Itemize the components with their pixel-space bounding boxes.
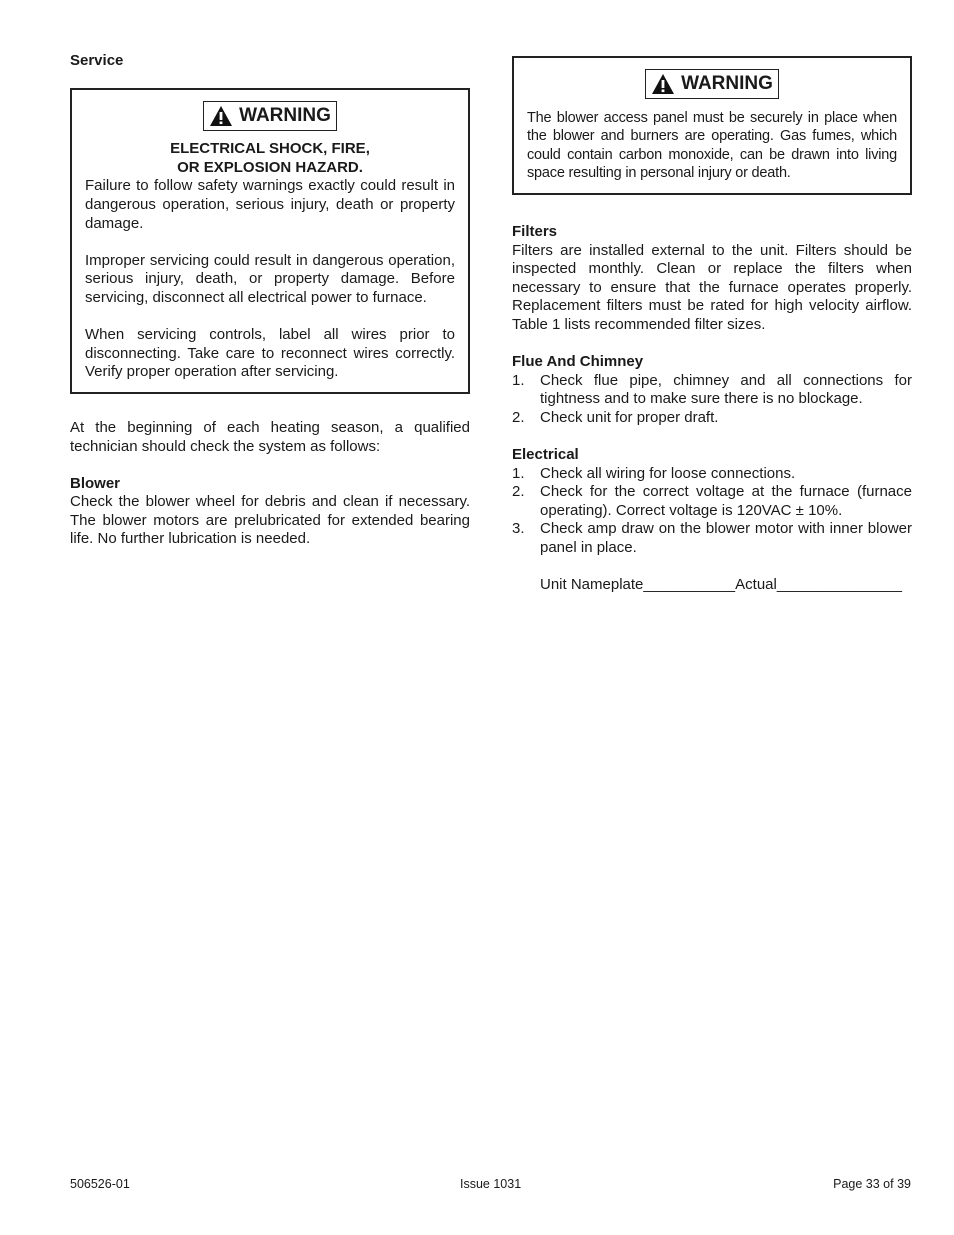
list-item-number: 2. bbox=[512, 483, 525, 501]
warning-paragraph-3: When servicing controls, label all wires prior to disconnecting. Take care to reconnect wires correctly. Verify proper operation after servicing. bbox=[85, 326, 455, 381]
warning-paragraph-2: Improper servicing could result in dangerous operation, serious injury, death, or property damage. Before servicing, disconnect all electrical power to furnace. bbox=[85, 251, 455, 306]
issue-number: Issue 1031 bbox=[460, 1177, 522, 1191]
list-item-text: Check for the correct voltage at the furnace (furnace operating). Correct voltage is 120VAC ± 10%. bbox=[540, 483, 912, 519]
warning-triangle-icon bbox=[209, 105, 233, 127]
hazard-title-line1: ELECTRICAL SHOCK, FIRE, bbox=[170, 140, 370, 158]
list-item bbox=[512, 483, 912, 520]
blower-heading: Blower bbox=[70, 474, 121, 492]
electrical-hazard-warning-box bbox=[70, 88, 470, 394]
warning-label: WARNING bbox=[239, 104, 331, 126]
section-title: Service bbox=[70, 52, 124, 69]
warning-label: WARNING bbox=[681, 73, 773, 94]
list-item bbox=[512, 520, 912, 557]
list-item bbox=[512, 409, 912, 428]
electrical-heading: Electrical bbox=[512, 446, 579, 464]
right-column bbox=[512, 52, 912, 595]
amp-draw-record-line: Unit Nameplate___________Actual_______________ bbox=[540, 576, 902, 594]
list-item bbox=[512, 465, 912, 484]
warning-triangle-icon bbox=[651, 73, 675, 95]
list-item-text: Check unit for proper draft. bbox=[540, 408, 719, 426]
blower-panel-warning-text: The blower access panel must be securely in place when the blower and burners are operating. Gas fumes, which could contain carbon monoxide, can be drawn into living space resulting in personal injury or death. bbox=[527, 109, 897, 182]
blower-paragraph: Check the blower wheel for debris and clean if necessary. The blower motors are prelubricated for extended bearing life. No further lubrication is needed. bbox=[70, 493, 470, 548]
filters-paragraph: Filters are installed external to the unit. Filters should be inspected monthly. Clean or replace the filters when necessary to ensure that the furnace operates properly. Replacement filters must be rated for high velocity airflow. Table 1 lists recommended filter sizes. bbox=[512, 241, 912, 333]
page-number: Page 33 of 39 bbox=[833, 1177, 911, 1191]
hazard-title-line2: OR EXPLOSION HAZARD. bbox=[177, 158, 363, 176]
warning-badge bbox=[203, 101, 337, 131]
list-item-number: 1. bbox=[512, 464, 525, 482]
flue-checklist bbox=[512, 372, 912, 428]
intro-paragraph: At the beginning of each heating season, a qualified technician should check the system as follows: bbox=[70, 418, 470, 455]
list-item-text: Check amp draw on the blower motor with inner blower panel in place. bbox=[540, 520, 912, 557]
document-number: 506526-01 bbox=[70, 1177, 130, 1191]
list-item bbox=[512, 372, 912, 409]
left-column bbox=[70, 52, 470, 549]
electrical-checklist bbox=[512, 465, 912, 558]
list-item-number: 1. bbox=[512, 371, 525, 389]
list-item-text: Check flue pipe, chimney and all connections for tightness and to make sure there is no blockage. bbox=[540, 371, 912, 408]
blower-panel-warning-box bbox=[512, 56, 912, 195]
filters-heading: Filters bbox=[512, 222, 558, 240]
list-item-number: 2. bbox=[512, 408, 525, 426]
list-item-number: 3. bbox=[512, 520, 525, 538]
list-item-text: Check all wiring for loose connections. bbox=[540, 464, 796, 482]
warning-badge bbox=[645, 69, 779, 99]
flue-heading: Flue And Chimney bbox=[512, 353, 644, 371]
warning-paragraph-1: Failure to follow safety warnings exactly could result in dangerous operation, serious injury, death or property damage. bbox=[85, 177, 455, 232]
